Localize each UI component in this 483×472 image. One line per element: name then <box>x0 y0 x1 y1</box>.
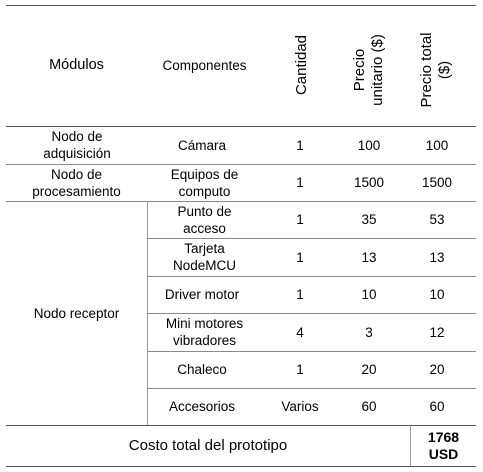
header-precio-total <box>416 10 456 130</box>
header-componentes: Componentes <box>162 58 247 73</box>
cell-cantidad: 1 <box>296 137 304 153</box>
cell-precio-total: 100 <box>425 137 449 153</box>
cell-componente: Driver motor <box>164 287 240 302</box>
cell-componente: Tarjeta NodeMCU <box>172 241 237 273</box>
cell-precio-unitario: 13 <box>361 249 377 265</box>
cell-componente: Cámara <box>177 137 226 153</box>
cell-cantidad: 1 <box>296 249 304 265</box>
cell-precio-unitario: 20 <box>361 362 377 377</box>
module-receptor: Nodo receptor <box>33 305 120 321</box>
cell-cantidad: Varios <box>281 399 319 414</box>
total-value-amount: 1768 <box>427 428 460 445</box>
cell-componente: Equipos de computo <box>170 166 239 199</box>
cell-precio-unitario: 35 <box>361 212 377 227</box>
cell-precio-total: 12 <box>429 324 445 340</box>
total-value-currency: USD <box>428 445 459 462</box>
cell-precio-total: 60 <box>429 399 445 414</box>
header-modulos: Módulos <box>49 57 104 73</box>
cell-cantidad: 1 <box>296 175 304 190</box>
total-value <box>411 425 476 466</box>
header-precio-unitario <box>349 10 389 130</box>
cell-precio-unitario: 60 <box>361 399 377 414</box>
total-label: Costo total del prototipo <box>128 437 288 454</box>
cell-cantidad: 1 <box>296 287 304 302</box>
module-procesamiento: Nodo de procesamiento <box>32 166 121 199</box>
cell-precio-total: 13 <box>429 249 445 265</box>
cell-componente: Punto de acceso <box>177 203 232 236</box>
cell-precio-total: 20 <box>429 362 445 377</box>
header-precio-unitario-text: Precio unitario ($) <box>351 34 386 106</box>
header-precio-total-text: Precio total ($) <box>418 32 453 108</box>
cell-componente: Accesorios <box>168 399 236 414</box>
cell-componente: Mini motores vibradores <box>165 316 244 348</box>
cell-componente: Chaleco <box>177 362 227 377</box>
cell-precio-total: 10 <box>429 287 445 302</box>
module-adquisicion: Nodo de adquisición <box>43 129 111 161</box>
cell-precio-unitario: 3 <box>365 324 373 340</box>
cell-cantidad: 4 <box>296 324 304 340</box>
table-bottom-border <box>6 466 476 467</box>
header-cantidad: Cantidad <box>293 34 310 96</box>
cell-cantidad: 1 <box>296 362 304 377</box>
cell-cantidad: 1 <box>296 212 304 227</box>
cell-precio-unitario: 100 <box>357 137 381 153</box>
cell-precio-unitario: 1500 <box>353 175 385 190</box>
cell-precio-total: 1500 <box>421 175 453 190</box>
cell-precio-total: 53 <box>429 212 445 227</box>
cell-precio-unitario: 10 <box>361 287 377 302</box>
